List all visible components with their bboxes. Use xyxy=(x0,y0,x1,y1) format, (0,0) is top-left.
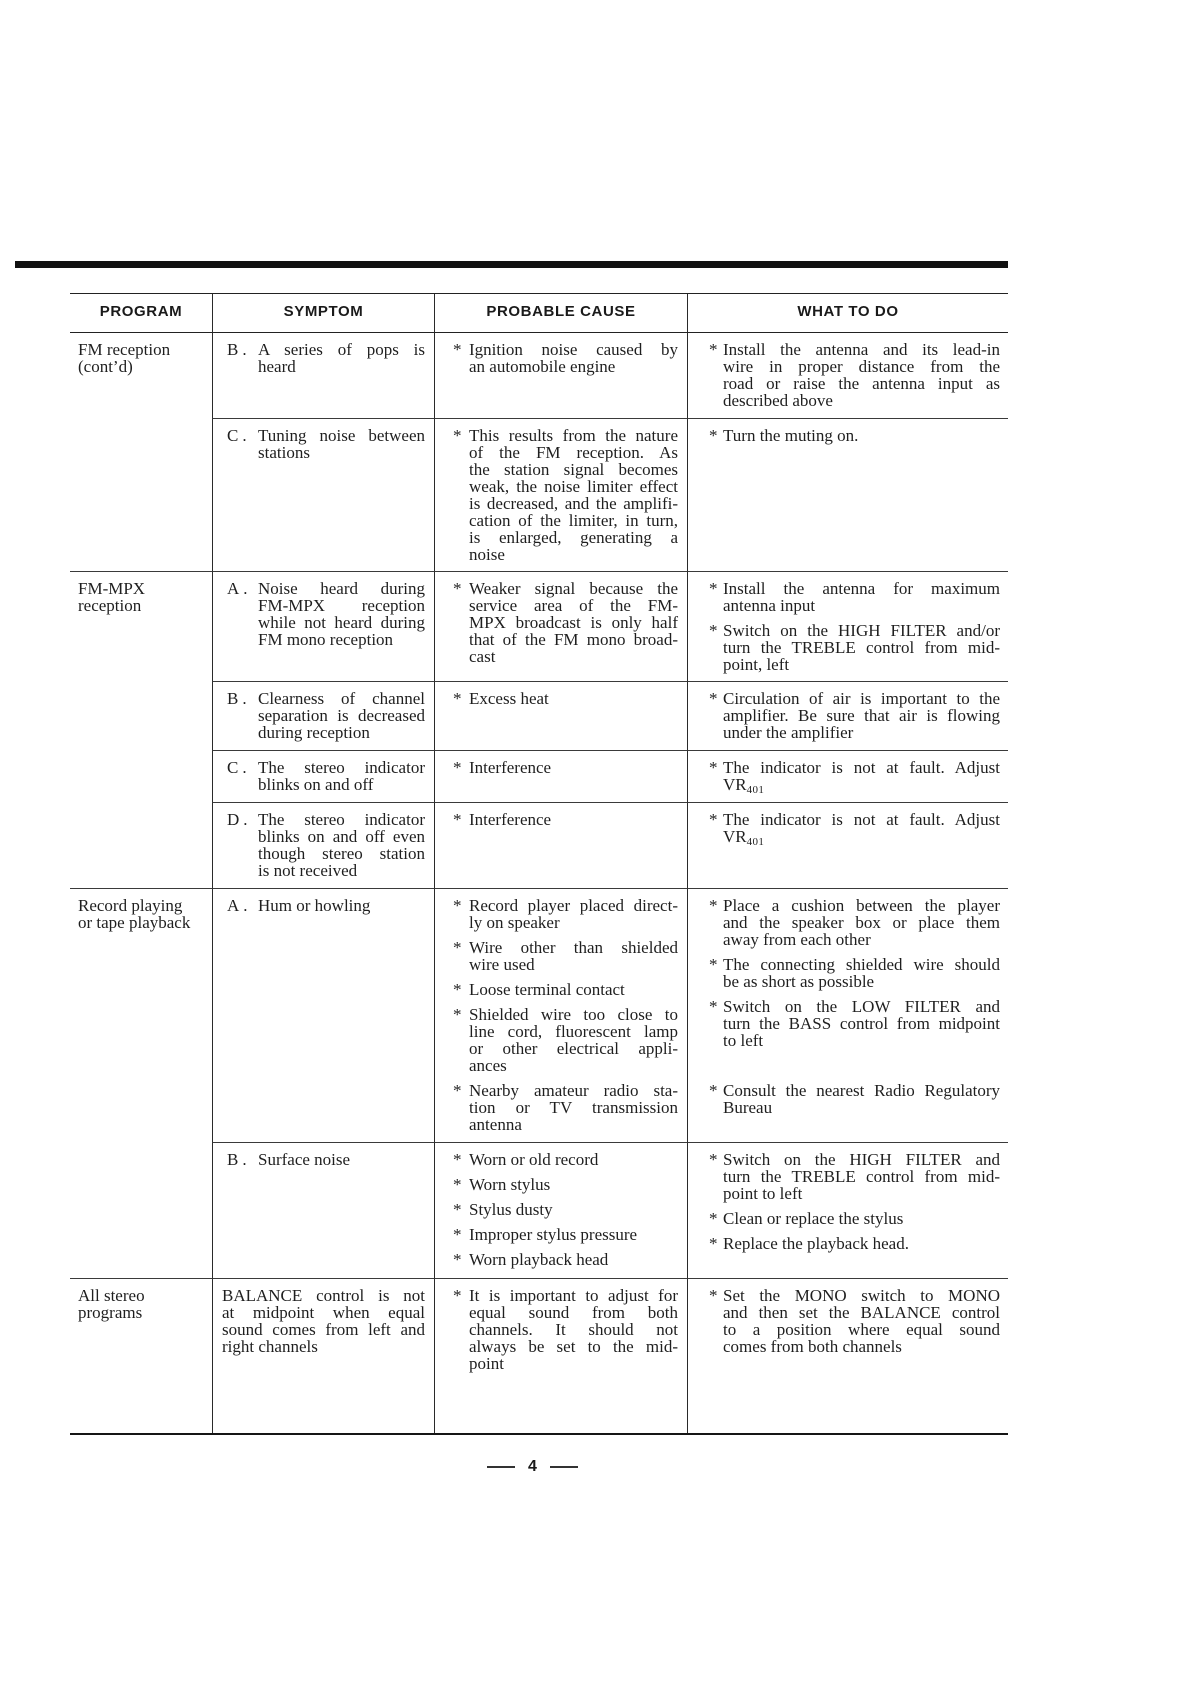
probable-cause-cell xyxy=(434,682,687,751)
symptom-letter: A. xyxy=(227,579,252,598)
cause-text xyxy=(469,981,678,998)
text-line: The indicator is not at fault. Adjust xyxy=(723,810,1000,829)
cause-item xyxy=(453,1082,678,1133)
bullet-mark: * xyxy=(709,426,718,445)
cause-item xyxy=(453,427,678,563)
text-line: Record player placed direct- xyxy=(469,896,678,915)
action-item xyxy=(709,622,1000,673)
symptom-letter: B. xyxy=(227,1150,251,1169)
text-line: always be set to the mid- xyxy=(469,1337,678,1356)
action-text xyxy=(723,341,1000,409)
text-line: the station signal becomes xyxy=(469,460,678,479)
symptom-cell xyxy=(212,419,434,572)
cause-item xyxy=(453,939,678,973)
symptom-letter: A. xyxy=(227,896,252,915)
action-text xyxy=(723,897,1000,948)
program-line: or tape playback xyxy=(78,913,191,932)
text-line: is not received xyxy=(258,861,358,880)
text-line: tion or TV transmission xyxy=(469,1098,678,1117)
text-line: Bureau xyxy=(723,1098,773,1117)
page-number-dash-left xyxy=(487,1466,515,1468)
action-item xyxy=(709,758,1000,796)
symptom-cell xyxy=(212,889,434,1143)
action-text xyxy=(723,622,1000,673)
bullet-mark: * xyxy=(709,1209,718,1228)
text-line: Place a cushion between the player xyxy=(723,896,1000,915)
text-line: Nearby amateur radio sta- xyxy=(469,1081,678,1100)
text-line: heard xyxy=(258,357,296,376)
cause-item xyxy=(453,1226,678,1243)
cause-text xyxy=(469,1082,678,1133)
program-line: FM reception xyxy=(78,340,171,359)
text-line: Replace the playback head. xyxy=(723,1234,909,1253)
text-line: Wire other than shielded xyxy=(469,938,678,957)
text-line: to a position where equal sound xyxy=(723,1320,1000,1339)
text-line: is enlarged, generating a xyxy=(469,528,678,547)
text-line: during reception xyxy=(258,723,370,742)
text-line: Switch on the HIGH FILTER and xyxy=(723,1150,1000,1169)
bullet-mark: * xyxy=(709,1081,718,1100)
what-to-do-cell xyxy=(687,419,1008,572)
action-text xyxy=(723,580,1000,614)
bullet-mark: * xyxy=(453,896,462,915)
symptom-text xyxy=(258,341,425,375)
symptom-cell xyxy=(212,1143,434,1279)
cause-text xyxy=(469,1176,678,1193)
text-line: Interference xyxy=(469,758,552,777)
action-item xyxy=(709,580,1000,614)
symptom-cell xyxy=(212,1279,434,1433)
header-probable-cause: PROBABLE CAUSE xyxy=(434,294,687,333)
text-line: A series of pops is xyxy=(258,340,425,359)
program-line: programs xyxy=(78,1303,143,1322)
bullet-mark: * xyxy=(453,810,462,829)
text-line xyxy=(723,775,1000,796)
program-cell xyxy=(70,333,212,572)
action-text xyxy=(723,1151,1000,1202)
text-line: wire used xyxy=(469,955,535,974)
symptom-text xyxy=(258,427,425,461)
text-line: and the speaker box or place them xyxy=(723,913,1000,932)
cause-text xyxy=(469,1251,678,1268)
program-line: (cont’d) xyxy=(78,357,133,376)
symptom-text xyxy=(258,811,425,879)
symptom-letter: B. xyxy=(227,689,251,708)
probable-cause-cell xyxy=(434,751,687,803)
text-line: The stereo indicator xyxy=(258,758,425,777)
program-line: FM-MPX xyxy=(78,579,146,598)
cause-item xyxy=(453,759,678,776)
what-to-do-cell xyxy=(687,1143,1008,1279)
bullet-mark: * xyxy=(453,689,462,708)
text-line: The indicator is not at fault. Adjust xyxy=(723,758,1000,777)
text-line: Loose terminal contact xyxy=(469,980,625,999)
text-line: Install the antenna for maximum xyxy=(723,579,1000,598)
bullet-mark: * xyxy=(453,758,462,777)
what-to-do-cell xyxy=(687,682,1008,751)
action-item xyxy=(709,1151,1000,1202)
text-line: FM mono reception xyxy=(258,630,394,649)
text-line: cast xyxy=(469,647,496,666)
cause-item xyxy=(453,1201,678,1218)
action-text xyxy=(723,1082,1000,1116)
text-line: Interference xyxy=(469,810,552,829)
text-line: comes from both channels xyxy=(723,1337,902,1356)
text-line: Set the MONO switch to MONO xyxy=(723,1286,1000,1305)
text-line: turn the BASS control from midpoint xyxy=(723,1014,1000,1033)
action-item xyxy=(709,1210,1000,1227)
cause-item xyxy=(453,690,678,707)
text-line: sound comes from left and xyxy=(222,1320,425,1339)
bullet-mark: * xyxy=(453,1081,462,1100)
cause-item xyxy=(453,1151,678,1168)
action-item xyxy=(709,690,1000,741)
symptom-cell xyxy=(212,803,434,889)
bullet-mark: * xyxy=(453,1225,462,1244)
symptom-text xyxy=(258,1151,425,1168)
bullet-mark: * xyxy=(709,340,718,359)
bullet-mark: * xyxy=(453,426,462,445)
text-line: FM-MPX reception xyxy=(258,596,425,615)
bullet-mark: * xyxy=(709,1150,718,1169)
bullet-mark: * xyxy=(709,621,718,640)
text-line: BALANCE control is not xyxy=(222,1286,425,1305)
action-item xyxy=(709,1287,1000,1355)
text-line: cation of the limiter, in turn, xyxy=(469,511,678,530)
action-text xyxy=(723,1235,1000,1252)
action-item xyxy=(709,1082,1000,1116)
symptom-letter: C. xyxy=(227,426,251,445)
text-line: antenna input xyxy=(723,596,816,615)
text-line: Turn the muting on. xyxy=(723,426,859,445)
text-line: Hum or howling xyxy=(258,896,371,915)
text-line: Noise heard during xyxy=(258,579,425,598)
bullet-mark: * xyxy=(709,689,718,708)
text-line: of the FM reception. As xyxy=(469,443,678,462)
text-line: Install the antenna and its lead-in xyxy=(723,340,1000,359)
action-text xyxy=(723,1210,1000,1227)
bullet-mark: * xyxy=(709,758,718,777)
text-line: Circulation of air is important to the xyxy=(723,689,1000,708)
action-item xyxy=(709,897,1000,948)
text-line: blinks on and off xyxy=(258,775,374,794)
text-line: point xyxy=(469,1354,504,1373)
cause-item xyxy=(453,811,678,828)
page-number-dash-right xyxy=(550,1466,578,1468)
cause-text xyxy=(469,427,678,563)
text-line: Weaker signal because the xyxy=(469,579,678,598)
bullet-mark: * xyxy=(709,955,718,974)
text-line: turn the TREBLE control from mid- xyxy=(723,638,1000,657)
symptom-letter: C. xyxy=(227,758,251,777)
text-line: The stereo indicator xyxy=(258,810,425,829)
probable-cause-cell xyxy=(434,572,687,682)
program-cell xyxy=(70,889,212,1279)
bullet-mark: * xyxy=(453,340,462,359)
text-line: ly on speaker xyxy=(469,913,560,932)
text-line: Worn playback head xyxy=(469,1250,609,1269)
text-line: or other electrical appli- xyxy=(469,1039,678,1058)
text-line: point to left xyxy=(723,1184,803,1203)
text-line: an automobile engine xyxy=(469,357,616,376)
text-line: Worn or old record xyxy=(469,1150,599,1169)
probable-cause-cell xyxy=(434,1279,687,1433)
cause-text xyxy=(469,341,678,375)
bullet-mark: * xyxy=(709,1286,718,1305)
cause-item xyxy=(453,1176,678,1193)
text-line: Excess heat xyxy=(469,689,549,708)
text-line: This results from the nature xyxy=(469,426,678,445)
bullet-mark: * xyxy=(453,980,462,999)
text-line: that of the FM mono broad- xyxy=(469,630,678,649)
text-line-text: VR xyxy=(723,775,747,794)
cause-item xyxy=(453,580,678,665)
cause-text xyxy=(469,690,678,707)
text-line: antenna xyxy=(469,1115,522,1134)
cause-item xyxy=(453,981,678,998)
cause-item xyxy=(453,1006,678,1074)
text-line: though stereo station xyxy=(258,844,425,863)
text-line: Clean or replace the stylus xyxy=(723,1209,904,1228)
text-line: amplifier. Be sure that air is flowing xyxy=(723,706,1000,725)
bullet-mark: * xyxy=(453,1005,462,1024)
text-line: wire in proper distance from the xyxy=(723,357,1000,376)
cause-text xyxy=(469,811,678,828)
program-cell xyxy=(70,1279,212,1433)
text-line: separation is decreased xyxy=(258,706,425,725)
action-item xyxy=(709,427,1000,444)
probable-cause-cell xyxy=(434,1143,687,1279)
what-to-do-cell xyxy=(687,889,1008,1143)
bullet-mark: * xyxy=(709,896,718,915)
cause-text xyxy=(469,580,678,665)
text-line: right channels xyxy=(222,1337,318,1356)
probable-cause-cell xyxy=(434,419,687,572)
symptom-cell xyxy=(212,572,434,682)
text-line: Ignition noise caused by xyxy=(469,340,678,359)
bullet-mark: * xyxy=(453,1286,462,1305)
bullet-mark: * xyxy=(453,1175,462,1194)
cause-item xyxy=(453,897,678,931)
action-text xyxy=(723,758,1000,796)
text-line-subscript: 401 xyxy=(746,784,765,796)
text-line: stations xyxy=(258,443,310,462)
text-line: at midpoint when equal xyxy=(222,1303,425,1322)
text-line: Switch on the HIGH FILTER and/or xyxy=(723,621,1000,640)
probable-cause-cell xyxy=(434,803,687,889)
troubleshooting-table xyxy=(70,293,1008,1435)
bullet-mark: * xyxy=(709,997,718,1016)
text-line: weak, the noise limiter effect xyxy=(469,477,678,496)
bullet-mark: * xyxy=(453,1150,462,1169)
text-line: be as short as possible xyxy=(723,972,875,991)
text-line: It is important to adjust for xyxy=(469,1286,678,1305)
text-line: channels. It should not xyxy=(469,1320,678,1339)
action-text xyxy=(723,690,1000,741)
text-line: Surface noise xyxy=(258,1150,351,1169)
text-line: The connecting shielded wire should xyxy=(723,955,1000,974)
program-line: Record playing xyxy=(78,896,183,915)
text-line: Tuning noise between xyxy=(258,426,425,445)
text-line xyxy=(723,827,1000,848)
text-line-text: VR xyxy=(723,827,747,846)
header-symptom: SYMPTOM xyxy=(212,294,434,333)
page-number xyxy=(487,1458,578,1476)
cause-text xyxy=(469,1287,678,1372)
cause-item xyxy=(453,1287,678,1372)
action-item xyxy=(709,810,1000,848)
text-line: Shielded wire too close to xyxy=(469,1005,678,1024)
action-item xyxy=(709,956,1000,990)
text-line: Clearness of channel xyxy=(258,689,425,708)
symptom-text xyxy=(258,759,425,793)
cause-text xyxy=(469,939,678,973)
symptom-letter: B. xyxy=(227,340,251,359)
cause-text xyxy=(469,1151,678,1168)
symptom-letter: D. xyxy=(227,810,252,829)
what-to-do-cell xyxy=(687,572,1008,682)
action-text xyxy=(723,956,1000,990)
cause-text xyxy=(469,759,678,776)
bullet-mark: * xyxy=(453,938,462,957)
text-line: MPX broadcast is only half xyxy=(469,613,678,632)
header-what-to-do: WHAT TO DO xyxy=(687,294,1008,333)
cause-text xyxy=(469,1226,678,1243)
cause-text xyxy=(469,897,678,931)
symptom-text xyxy=(222,1287,425,1355)
text-line: line cord, fluorescent lamp xyxy=(469,1022,678,1041)
text-line: and then set the BALANCE control xyxy=(723,1303,1000,1322)
action-item xyxy=(709,998,1000,1049)
bullet-mark: * xyxy=(709,1234,718,1253)
text-line: Switch on the LOW FILTER and xyxy=(723,997,1000,1016)
symptom-text xyxy=(258,580,425,648)
text-line: under the amplifier xyxy=(723,723,854,742)
text-line: road or raise the antenna input as xyxy=(723,374,1000,393)
page-number-value: 4 xyxy=(528,1458,537,1475)
symptom-cell xyxy=(212,751,434,803)
header-program: PROGRAM xyxy=(70,294,212,333)
text-line: turn the TREBLE control from mid- xyxy=(723,1167,1000,1186)
text-line: to left xyxy=(723,1031,764,1050)
what-to-do-cell xyxy=(687,1279,1008,1433)
text-line: while not heard during xyxy=(258,613,425,632)
text-line: Stylus dusty xyxy=(469,1200,553,1219)
text-line: ances xyxy=(469,1056,507,1075)
text-line: point, left xyxy=(723,655,790,674)
cause-text xyxy=(469,1006,678,1074)
bullet-mark: * xyxy=(709,579,718,598)
action-text xyxy=(723,810,1000,848)
text-line: blinks on and off even xyxy=(258,827,425,846)
what-to-do-cell xyxy=(687,803,1008,889)
program-line: All stereo xyxy=(78,1286,145,1305)
cause-text xyxy=(469,1201,678,1218)
program-cell xyxy=(70,572,212,889)
probable-cause-cell xyxy=(434,333,687,419)
action-text xyxy=(723,998,1000,1049)
top-rule xyxy=(15,261,1008,268)
program-line: reception xyxy=(78,596,142,615)
text-line: Worn stylus xyxy=(469,1175,551,1194)
text-line: Improper stylus pressure xyxy=(469,1225,638,1244)
action-item xyxy=(709,1235,1000,1252)
text-line: equal sound from both xyxy=(469,1303,678,1322)
bullet-mark: * xyxy=(453,579,462,598)
action-text xyxy=(723,427,1000,444)
symptom-text xyxy=(258,690,425,741)
text-line: described above xyxy=(723,391,833,410)
bullet-mark: * xyxy=(709,810,718,829)
action-text xyxy=(723,1287,1000,1355)
text-line: service area of the FM- xyxy=(469,596,678,615)
text-line: away from each other xyxy=(723,930,871,949)
text-line: Consult the nearest Radio Regulatory xyxy=(723,1081,1000,1100)
text-line: is decreased, and the amplifi- xyxy=(469,494,678,513)
probable-cause-cell xyxy=(434,889,687,1143)
symptom-text xyxy=(258,897,425,914)
text-line: noise xyxy=(469,545,505,564)
bullet-mark: * xyxy=(453,1250,462,1269)
action-item xyxy=(709,341,1000,409)
cause-item xyxy=(453,341,678,375)
cause-item xyxy=(453,1251,678,1268)
text-line-subscript: 401 xyxy=(746,836,765,848)
symptom-cell xyxy=(212,333,434,419)
what-to-do-cell xyxy=(687,751,1008,803)
what-to-do-cell xyxy=(687,333,1008,419)
bullet-mark: * xyxy=(453,1200,462,1219)
symptom-cell xyxy=(212,682,434,751)
